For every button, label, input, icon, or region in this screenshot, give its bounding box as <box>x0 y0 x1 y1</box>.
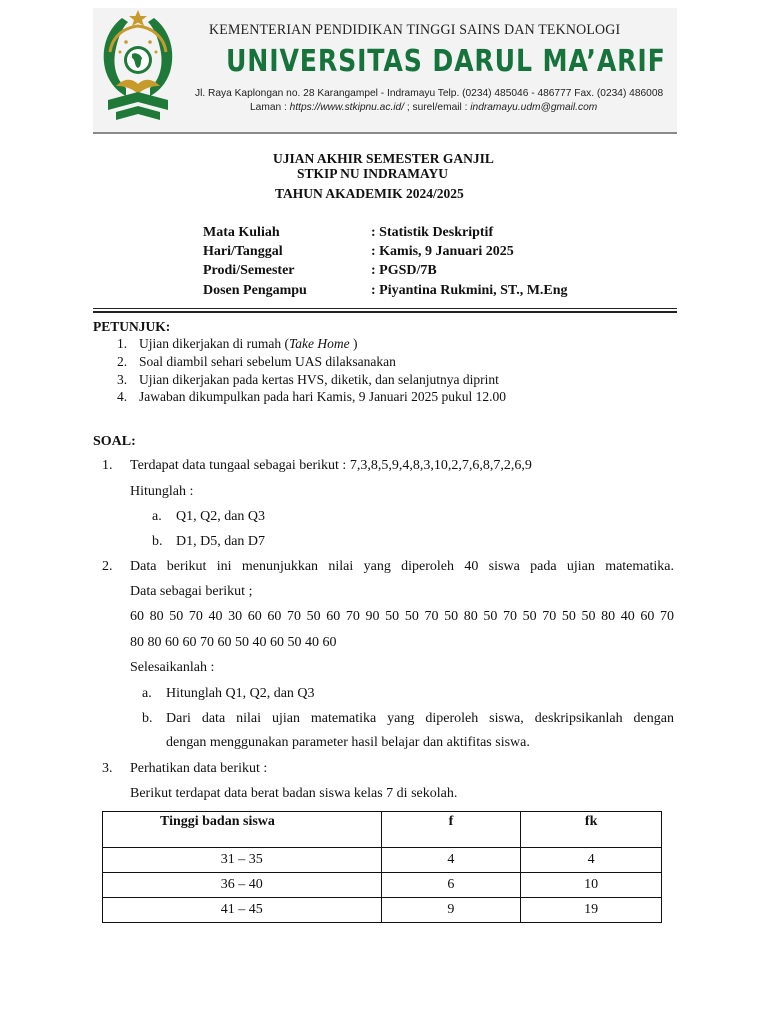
academic-year-title: TAHUN AKADEMIK 2024/2025 <box>275 186 464 201</box>
info-label: Hari/Tanggal <box>203 244 283 259</box>
table-row <box>103 848 662 873</box>
table-header: fk <box>521 812 662 848</box>
email-label: ; surel/email : <box>404 102 471 113</box>
ministry-name: KEMENTERIAN PENDIDIKAN TINGGI SAINS DAN TEKNOLOGI <box>209 22 621 38</box>
question-2: 2. Data berikut ini menunjukkan nilai yang diperoleh 40 siswa pada ujian matematika. <box>102 559 674 574</box>
table-cell: 6 <box>381 873 521 898</box>
table-header-row <box>103 812 662 848</box>
table-cell: 10 <box>521 873 662 898</box>
question-1-instruction: Hitunglah : <box>130 484 194 499</box>
info-value: : Kamis, 9 Januari 2025 <box>371 244 514 259</box>
info-row-lecturer <box>203 283 568 299</box>
university-name: UNIVERSITAS DARUL MA’ARIF <box>226 44 666 79</box>
question-3: 3. Perhatikan data berikut : <box>102 761 268 776</box>
question-1: 1. Terdapat data tungaal sebagai berikut : 7,3,8,5,9,4,8,3,10,2,7,6,8,7,2,6,9 <box>102 458 532 473</box>
table-cell: 31 – 35 <box>103 848 382 873</box>
table-cell: 4 <box>381 848 521 873</box>
email-link[interactable]: indramayu.udm@gmail.com <box>470 102 598 113</box>
instruction-item: 4. Jawaban dikumpulkan pada hari Kamis, 9 Januari 2025 pukul 12.00 <box>117 389 507 404</box>
question-2-data-line2: 80 80 60 60 70 60 50 40 60 50 40 60 <box>130 635 337 650</box>
info-row-program <box>203 263 437 279</box>
institution-title: STKIP NU INDRAMAYU <box>297 166 449 181</box>
frequency-table <box>102 811 662 923</box>
letterhead <box>93 8 677 134</box>
website-link[interactable]: https://www.stkipnu.ac.id/ <box>289 102 405 113</box>
info-value: : Statistik Deskriptif <box>371 225 494 240</box>
question-2-line2: Data sebagai berikut ; <box>130 584 253 599</box>
info-label: Mata Kuliah <box>203 225 280 240</box>
question-3-description: Berikut terdapat data berat badan siswa kelas 7 di sekolah. <box>130 786 458 801</box>
table-cell: 41 – 45 <box>103 898 382 923</box>
exam-title: UJIAN AKHIR SEMESTER GANJIL <box>273 151 494 166</box>
table-cell: 9 <box>381 898 521 923</box>
table-row <box>103 898 662 923</box>
instruction-item: 3. Ujian dikerjakan pada kertas HVS, diketik, dan selanjutnya diprint <box>117 372 499 387</box>
info-value: : Piyantina Rukmini, ST., M.Eng <box>371 283 568 298</box>
question-2-sub-a: a. Hitunglah Q1, Q2, dan Q3 <box>142 686 315 701</box>
university-address: Jl. Raya Kaplongan no. 28 Karangampel - Indramayu Telp. (0234) 485046 - 486777 Fax. (0234) 486008 <box>195 88 664 99</box>
info-row-date <box>203 244 514 260</box>
divider <box>93 308 677 309</box>
table-cell: 19 <box>521 898 662 923</box>
web-label: Laman : <box>250 102 290 113</box>
question-2-data-line1: 60 80 50 70 40 30 60 60 70 50 60 70 90 50 50 70 50 80 50 70 50 70 50 50 80 40 60 70 <box>130 609 674 624</box>
question-2-sub-b-line2: dengan menggunakan parameter hasil belajar dan aktifitas siswa. <box>166 735 530 750</box>
info-label: Prodi/Semester <box>203 263 295 278</box>
info-row-course <box>203 225 494 241</box>
question-2-sub-b: b. Dari data nilai ujian matematika yang diperoleh siswa, deskripsikanlah dengan <box>142 711 674 726</box>
table-cell: 36 – 40 <box>103 873 382 898</box>
divider <box>93 311 677 313</box>
info-label: Dosen Pengampu <box>203 283 307 298</box>
table-row <box>103 873 662 898</box>
table-header: f <box>381 812 521 848</box>
university-logo-icon <box>96 8 180 124</box>
contact-line <box>250 102 597 113</box>
instructions-heading: PETUNJUK: <box>93 319 171 334</box>
question-2-instruction: Selesaikanlah : <box>130 660 215 675</box>
question-1-sub-a: a. Q1, Q2, dan Q3 <box>152 509 266 524</box>
table-header: Tinggi badan siswa <box>103 812 382 848</box>
info-value: : PGSD/7B <box>371 263 437 278</box>
instruction-item: 1. Ujian dikerjakan di rumah (Take Home ) <box>117 336 358 351</box>
table-cell: 4 <box>521 848 662 873</box>
question-1-sub-b: b. D1, D5, dan D7 <box>152 534 266 549</box>
instruction-item: 2. Soal diambil sehari sebelum UAS dilaksanakan <box>117 354 396 369</box>
questions-heading: SOAL: <box>93 434 136 449</box>
